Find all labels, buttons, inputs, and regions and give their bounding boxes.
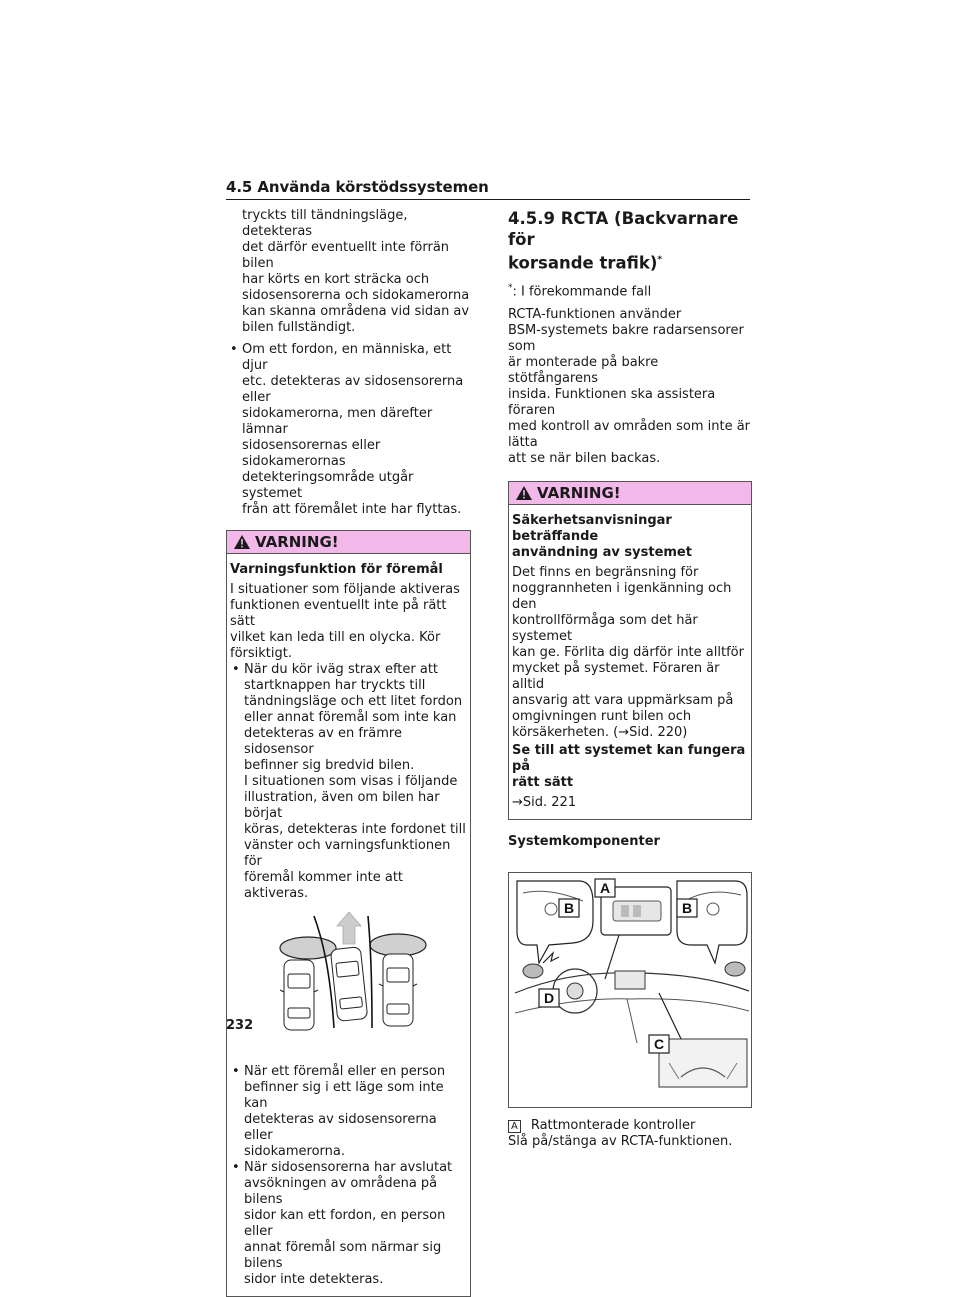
text-line: detekteras av sidosensorerna eller	[244, 1112, 437, 1143]
text-line: föremål kommer inte att aktiveras.	[244, 870, 404, 901]
text-line: sidor inte detekteras.	[244, 1272, 384, 1287]
svg-text:B: B	[563, 899, 575, 916]
text-line: RCTA-funktionen använder	[508, 306, 682, 322]
svg-text:C: C	[653, 1035, 665, 1052]
text-line: tryckts till tändningsläge, detekteras	[242, 208, 408, 239]
text-line: detekteringsområde utgår systemet	[242, 470, 414, 501]
item-title: Rattmonterade kontroller	[530, 1117, 696, 1133]
text-line: funktionen eventuellt inte på rätt sätt	[230, 598, 447, 629]
text-line: sidokamerorna.	[244, 1144, 345, 1159]
text-line: har körts en kort sträcka och	[242, 272, 430, 287]
text-line: insida. Funktionen ska assistera föraren	[508, 386, 716, 418]
warning-title: VARNING!	[537, 483, 621, 502]
figure-label-a	[595, 879, 615, 897]
text-line: befinner sig bredvid bilen.	[244, 758, 415, 773]
text-line: • När sidosensorerna har avslutat	[244, 1160, 453, 1175]
section-title-line: korsande trafik)	[508, 253, 658, 273]
warning-header	[227, 531, 470, 554]
warning-box	[508, 481, 752, 820]
text-line: försiktigt.	[230, 646, 292, 661]
text-line: kan ge. Förlita dig därför inte alltför	[512, 644, 744, 660]
intro-paragraph	[508, 307, 752, 467]
text-line: Se till att systemet kan fungera på	[512, 742, 746, 774]
text-line: ansvarig att vara uppmärksam på	[512, 692, 734, 708]
warning-title: VARNING!	[255, 533, 339, 551]
text-line: vilket kan leda till en olycka. Kör	[230, 630, 441, 645]
component-item-a	[508, 1118, 752, 1150]
text-line: sidokamerorna, men därefter lämnar	[242, 406, 433, 437]
text-line: mycket på systemet. Föraren är alltid	[512, 660, 720, 692]
parking-situation-illustration	[230, 908, 468, 1058]
right-column	[508, 208, 752, 1150]
list-item	[226, 342, 471, 518]
left-column	[226, 208, 471, 1297]
warning-intro	[230, 582, 467, 662]
text-line: avsökningen av områdena på bilens	[244, 1176, 438, 1207]
figure-label-d	[539, 989, 559, 1007]
text-line: vänster och varningsfunktionen för	[244, 838, 451, 869]
warning-header	[509, 482, 751, 505]
system-components-figure	[508, 872, 752, 1108]
text-line: I situationer som följande aktiveras	[230, 582, 460, 597]
warning-triangle-icon	[233, 534, 251, 550]
dashboard-illustration	[509, 873, 752, 1107]
text-line: I situationen som visas i följande	[244, 774, 458, 789]
item-description: Slå på/stänga av RCTA-funktionen.	[508, 1133, 733, 1149]
text-line: eller annat föremål som inte kan	[244, 710, 457, 725]
text-line: startknappen har tryckts till	[244, 678, 426, 693]
components-title: Systemkomponenter	[508, 833, 660, 849]
text-line: köras, detekteras inte fordonet till	[244, 822, 466, 837]
list-item	[230, 1160, 467, 1288]
section-title	[508, 208, 752, 274]
text-line: annat föremål som närmar sig bilens	[244, 1240, 442, 1271]
text-line: kontrollförmåga som det här systemet	[512, 612, 698, 644]
text-line: det därför eventuellt inte förrän bilen	[242, 240, 450, 271]
text-line: • När ett föremål eller en person	[244, 1064, 446, 1079]
text-line: sidosensorernas eller sidokamerornas	[242, 438, 381, 469]
text-line: • När du kör iväg strax efter att	[244, 662, 439, 677]
text-line: kan skanna områdena vid sidan av	[242, 304, 470, 319]
list-item	[230, 662, 467, 902]
item-label: A	[508, 1120, 521, 1133]
footnote-mark: *	[508, 282, 513, 293]
warning-body	[512, 565, 748, 741]
page-number: 232	[226, 1018, 254, 1033]
text-line: Det finns en begränsning för	[512, 564, 699, 580]
text-line: noggrannheten i igenkänning och den	[512, 580, 732, 612]
footnote-text: : I förekommande fall	[512, 283, 652, 299]
svg-text:B: B	[681, 899, 693, 916]
warning-subtitle	[512, 743, 748, 791]
svg-text:A: A	[599, 879, 611, 896]
footnote-mark: *	[657, 255, 663, 265]
text-line: att se när bilen backas.	[508, 450, 661, 466]
text-line: omgivningen runt bilen och	[512, 708, 692, 724]
figure-label-c	[649, 1035, 669, 1053]
text-line: illustration, även om bilen har börjat	[244, 790, 440, 821]
text-line: med kontroll av områden som inte är lätta	[508, 418, 751, 450]
text-line: rätt sätt	[512, 774, 574, 790]
text-line: etc. detekteras av sidosensorerna eller	[242, 374, 464, 405]
text-line: sidor kan ett fordon, en person eller	[244, 1208, 446, 1239]
figure-label-b-right	[677, 899, 697, 917]
text-line: sidosensorerna och sidokamerorna	[242, 288, 470, 303]
figure-label-b-left	[559, 899, 579, 917]
footnote	[508, 280, 752, 300]
text-line: användning av systemet	[512, 544, 692, 560]
text-line: Säkerhetsanvisningar beträffande	[512, 512, 672, 544]
page-reference: →Sid. 221	[512, 794, 577, 810]
text-line: befinner sig i ett läge som inte kan	[244, 1080, 444, 1111]
text-line: är monterade på bakre stötfångarens	[508, 354, 659, 386]
warning-triangle-icon	[515, 485, 533, 501]
text-line: • Om ett fordon, en människa, ett djur	[242, 342, 452, 373]
section-header: 4.5 Använda körstödssystemen	[226, 178, 750, 200]
svg-text:D: D	[543, 989, 555, 1006]
text-line: bilen fullständigt.	[242, 320, 356, 335]
section-title-line: 4.5.9 RCTA (Backvarnare för	[508, 209, 739, 249]
text-line: körsäkerheten. (→Sid. 220)	[512, 724, 688, 740]
warning-subtitle: Varningsfunktion för föremål	[230, 562, 443, 577]
text-line: BSM-systemets bakre radarsensorer som	[508, 322, 744, 354]
text-line: detekteras av en främre sidosensor	[244, 726, 402, 757]
warning-subtitle	[512, 513, 748, 561]
text-line: tändningsläge och ett litet fordon	[244, 694, 463, 709]
continued-paragraph	[226, 208, 471, 336]
warning-box	[226, 530, 471, 1297]
list-item	[230, 1064, 467, 1160]
text-line: från att föremålet inte har flyttas.	[242, 502, 462, 517]
